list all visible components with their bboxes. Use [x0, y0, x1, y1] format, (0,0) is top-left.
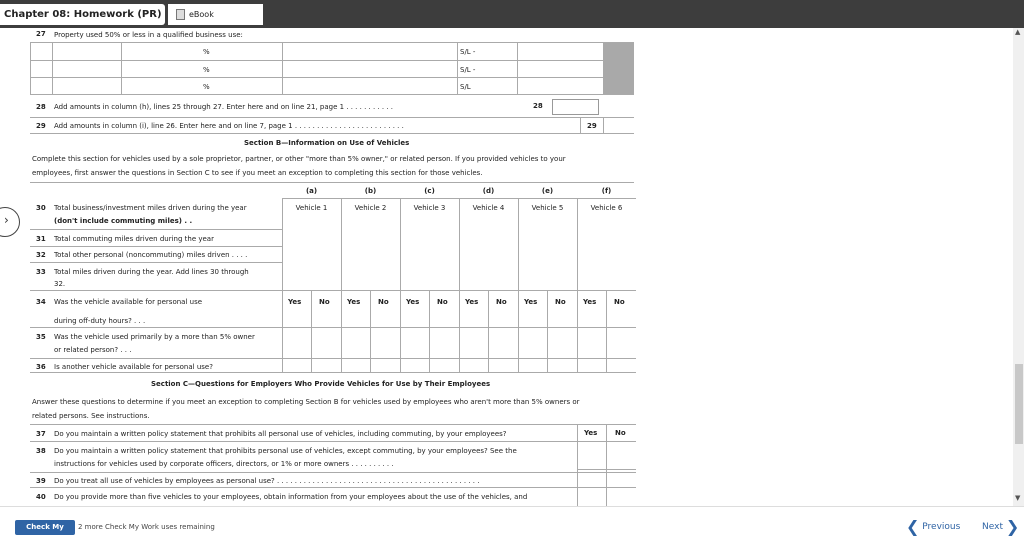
line-text: Total miles driven during the year. Add lines 30 through: [54, 268, 249, 276]
line-number: 39: [36, 477, 46, 485]
yes-label: Yes: [584, 429, 598, 437]
line-text: Add amounts in column (h), lines 25 through 27. Enter here and on line 21, page 1 . . . . . . . . . . .: [54, 103, 394, 111]
chevron-right-icon: ❯: [1005, 517, 1020, 536]
section-c-title: Section C—Questions for Employers Who Provide Vehicles for Use by Their Employees: [151, 380, 491, 388]
line-text: Total business/investment miles driven during the year: [54, 204, 247, 212]
line-text: Was the vehicle available for personal use: [54, 298, 203, 306]
yes-label: Yes: [465, 298, 479, 306]
no-label: No: [615, 429, 626, 437]
percent-sign: %: [203, 66, 210, 74]
no-label: No: [614, 298, 625, 306]
method-label: S/L -: [460, 66, 476, 74]
line-number: 27: [36, 30, 46, 38]
line-number: 33: [36, 268, 46, 276]
no-label: No: [319, 298, 330, 306]
box-label: 29: [587, 122, 597, 130]
section-b-intro: Complete this section for vehicles used by a sole proprietor, partner, or other "more than 5% owner," or related person. If you provided vehicles to your: [32, 155, 566, 163]
column-letter: (e): [541, 187, 554, 195]
previous-label: Previous: [922, 522, 961, 532]
line-text: Do you treat all use of vehicles by employees as personal use? . . . . . . . . . . . . . . . . . . . . . . . . . . . . . . . . . . . . . . . . . . . . . .: [54, 477, 480, 485]
line28-input[interactable]: [552, 99, 599, 115]
box-label: 28: [533, 102, 543, 110]
method-label: S/L: [460, 83, 471, 91]
top-bar: [0, 0, 1024, 28]
line-text: Is another vehicle available for personal use?: [54, 363, 213, 371]
column-letter: (c): [424, 187, 435, 195]
line-text: Do you provide more than five vehicles to your employees, obtain information from your employees about the use of the vehicles, and: [54, 493, 528, 501]
yes-label: Yes: [406, 298, 420, 306]
chevron-right-icon: ›: [4, 213, 9, 227]
column-letter: (a): [305, 187, 318, 195]
column-letter: (b): [364, 187, 377, 195]
no-label: No: [555, 298, 566, 306]
scroll-down-icon[interactable]: ▼: [1015, 494, 1021, 502]
line-text: instructions for vehicles used by corporate officers, directors, or 1% or more owners . . . . . . . . . .: [54, 460, 394, 468]
form-content: [0, 28, 1013, 506]
percent-sign: %: [203, 83, 210, 91]
line-number: 37: [36, 430, 46, 438]
section-c-intro: related persons. See instructions.: [32, 412, 150, 420]
line-number: 32: [36, 251, 46, 259]
method-label: S/L -: [460, 48, 476, 56]
shaded-cell: [603, 43, 634, 94]
no-label: No: [378, 298, 389, 306]
remaining-checks-text: 2 more Check My Work uses remaining: [78, 523, 215, 531]
line-text: Total other personal (noncommuting) miles driven . . . .: [54, 251, 248, 259]
vehicle-label: Vehicle 6: [590, 204, 623, 212]
line-text: Was the vehicle used primarily by a more than 5% owner: [54, 333, 255, 341]
no-label: No: [496, 298, 507, 306]
book-icon: [176, 9, 185, 20]
vertical-scrollbar[interactable]: [1013, 28, 1024, 506]
ebook-label: eBook: [189, 10, 214, 19]
line-text: Property used 50% or less in a qualified business use:: [54, 31, 243, 39]
vehicle-label: Vehicle 1: [295, 204, 328, 212]
vehicle-label: Vehicle 5: [531, 204, 564, 212]
column-letter: (d): [482, 187, 495, 195]
section-b-intro: employees, first answer the questions in Section C to see if you meet an exception to completing this section for those vehicles.: [32, 169, 483, 177]
line-text: Total commuting miles driven during the year: [54, 235, 214, 243]
line-number: 38: [36, 447, 46, 455]
line-number: 28: [36, 103, 46, 111]
section-b-title: Section B—Information on Use of Vehicles: [244, 139, 410, 147]
line-text: 32.: [54, 280, 66, 288]
next-button[interactable]: [982, 517, 1019, 536]
percent-sign: %: [203, 48, 210, 56]
line-text: Add amounts in column (i), line 26. Enter here and on line 7, page 1 . . . . . . . . . . . . . . . . . . . . . . . . .: [54, 122, 404, 130]
line-number: 29: [36, 122, 46, 130]
line-text: Do you maintain a written policy statement that prohibits personal use of vehicles, except commuting, by your employees? See the: [54, 447, 517, 455]
vehicle-label: Vehicle 2: [354, 204, 387, 212]
section-c-intro: Answer these questions to determine if you meet an exception to completing Section B for vehicles used by employees who aren't more than 5% owners or: [32, 398, 580, 406]
yes-label: Yes: [583, 298, 597, 306]
yes-label: Yes: [288, 298, 302, 306]
yes-label: Yes: [524, 298, 538, 306]
line-number: 40: [36, 493, 46, 501]
line-text: or related person? . . .: [54, 346, 132, 354]
ebook-tab[interactable]: [168, 4, 263, 25]
line-text: Do you maintain a written policy statement that prohibits all personal use of vehicles, including commuting, by your employees?: [54, 430, 507, 438]
line-number: 30: [36, 204, 46, 212]
no-label: No: [437, 298, 448, 306]
check-my-work-button[interactable]: Check My Work: [15, 520, 75, 535]
vehicle-label: Vehicle 4: [472, 204, 505, 212]
line-number: 35: [36, 333, 46, 341]
previous-button[interactable]: [906, 517, 960, 536]
line-number: 34: [36, 298, 46, 306]
line-text: (don't include commuting miles) . .: [54, 217, 193, 225]
column-letter: (f): [601, 187, 612, 195]
chapter-title: Chapter 08: Homework (PR): [0, 4, 165, 25]
scrollbar-thumb[interactable]: [1015, 364, 1023, 444]
line-number: 31: [36, 235, 46, 243]
chevron-left-icon: ❮: [906, 517, 920, 536]
line-number: 36: [36, 363, 46, 371]
next-label: Next: [982, 522, 1003, 532]
scroll-up-icon[interactable]: ▲: [1015, 28, 1021, 36]
bottom-bar: [0, 506, 1024, 546]
line-text: during off-duty hours? . . .: [54, 317, 146, 325]
vehicle-label: Vehicle 3: [413, 204, 446, 212]
yes-label: Yes: [347, 298, 361, 306]
